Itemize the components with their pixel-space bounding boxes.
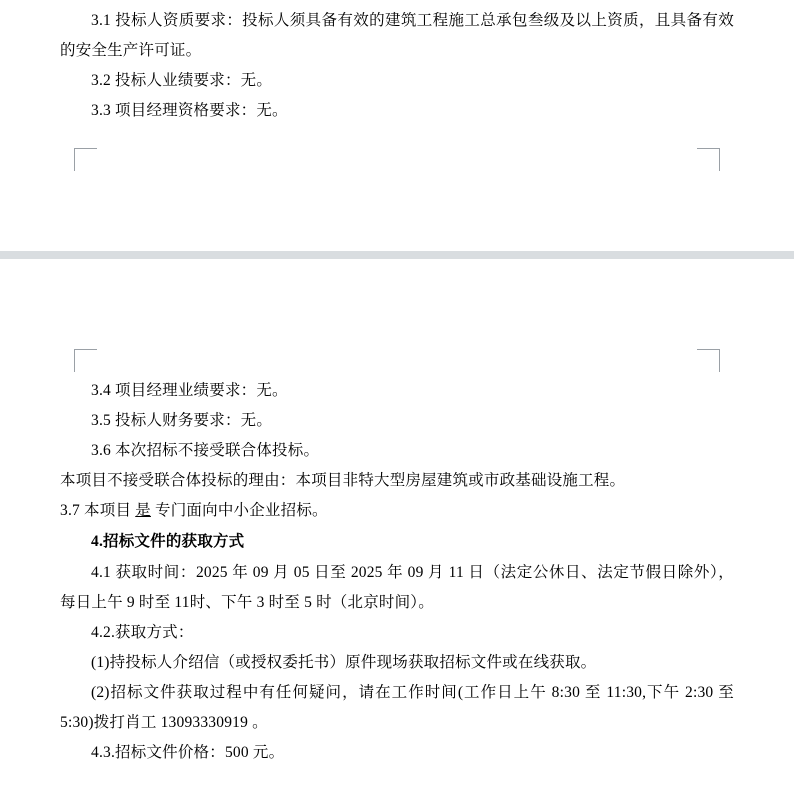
- paragraph-4-2-item-2: (2)招标文件获取过程中有任何疑问，请在工作时间(工作日上午 8:30 至 11:30,下午 2:30 至 5:30)拨打肖工 13093330919 。: [60, 684, 734, 731]
- section-heading-4: 4.招标文件的获取方式: [91, 533, 245, 550]
- paragraph-3-3: 3.3 项目经理资格要求：无。: [91, 102, 288, 119]
- paragraph-4-2: 4.2.获取方式：: [91, 624, 194, 641]
- document-page-one: [0, 0, 794, 251]
- sme-underlined-value: 是: [135, 502, 151, 519]
- sme-prefix: 3.7 本项目: [60, 502, 136, 519]
- sme-suffix: 专门面向中小企业招标。: [150, 502, 328, 519]
- paragraph-3-6: 3.6 本次招标不接受联合体投标。: [91, 442, 320, 459]
- paragraph-3-4: 3.4 项目经理业绩要求：无。: [91, 382, 288, 399]
- paragraph-3-1: 3.1 投标人资质要求：投标人须具备有效的建筑工程施工总承包叁级及以上资质，且具备有效的安全生产许可证。: [60, 12, 734, 59]
- paragraph-4-2-item-1: (1)持投标人介绍信（或授权委托书）原件现场获取招标文件或在线获取。: [91, 654, 597, 671]
- paragraph-3-2: 3.2 投标人业绩要求：无。: [91, 72, 273, 89]
- paragraph-3-7: [60, 496, 734, 526]
- crop-mark-top-right-icon: [697, 148, 720, 171]
- page-two-body: [60, 259, 734, 768]
- page-break-divider: [0, 251, 794, 259]
- document-page-two: [0, 259, 794, 797]
- paragraph-consortium-reason: 本项目不接受联合体投标的理由：本项目非特大型房屋建筑或市政基础设施工程。: [60, 472, 626, 489]
- crop-mark-top-left-icon: [74, 148, 97, 171]
- paragraph-4-3: 4.3.招标文件价格：500 元。: [91, 744, 285, 761]
- paragraph-4-1: 4.1 获取时间：2025 年 09 月 05 日至 2025 年 09 月 11 日（法定公休日、法定节假日除外），每日上午 9 时至 11时、下午 3 时至 5 时（北京时间）。: [60, 564, 734, 611]
- paragraph-3-5: 3.5 投标人财务要求：无。: [91, 412, 273, 429]
- page-one-body: [60, 0, 734, 126]
